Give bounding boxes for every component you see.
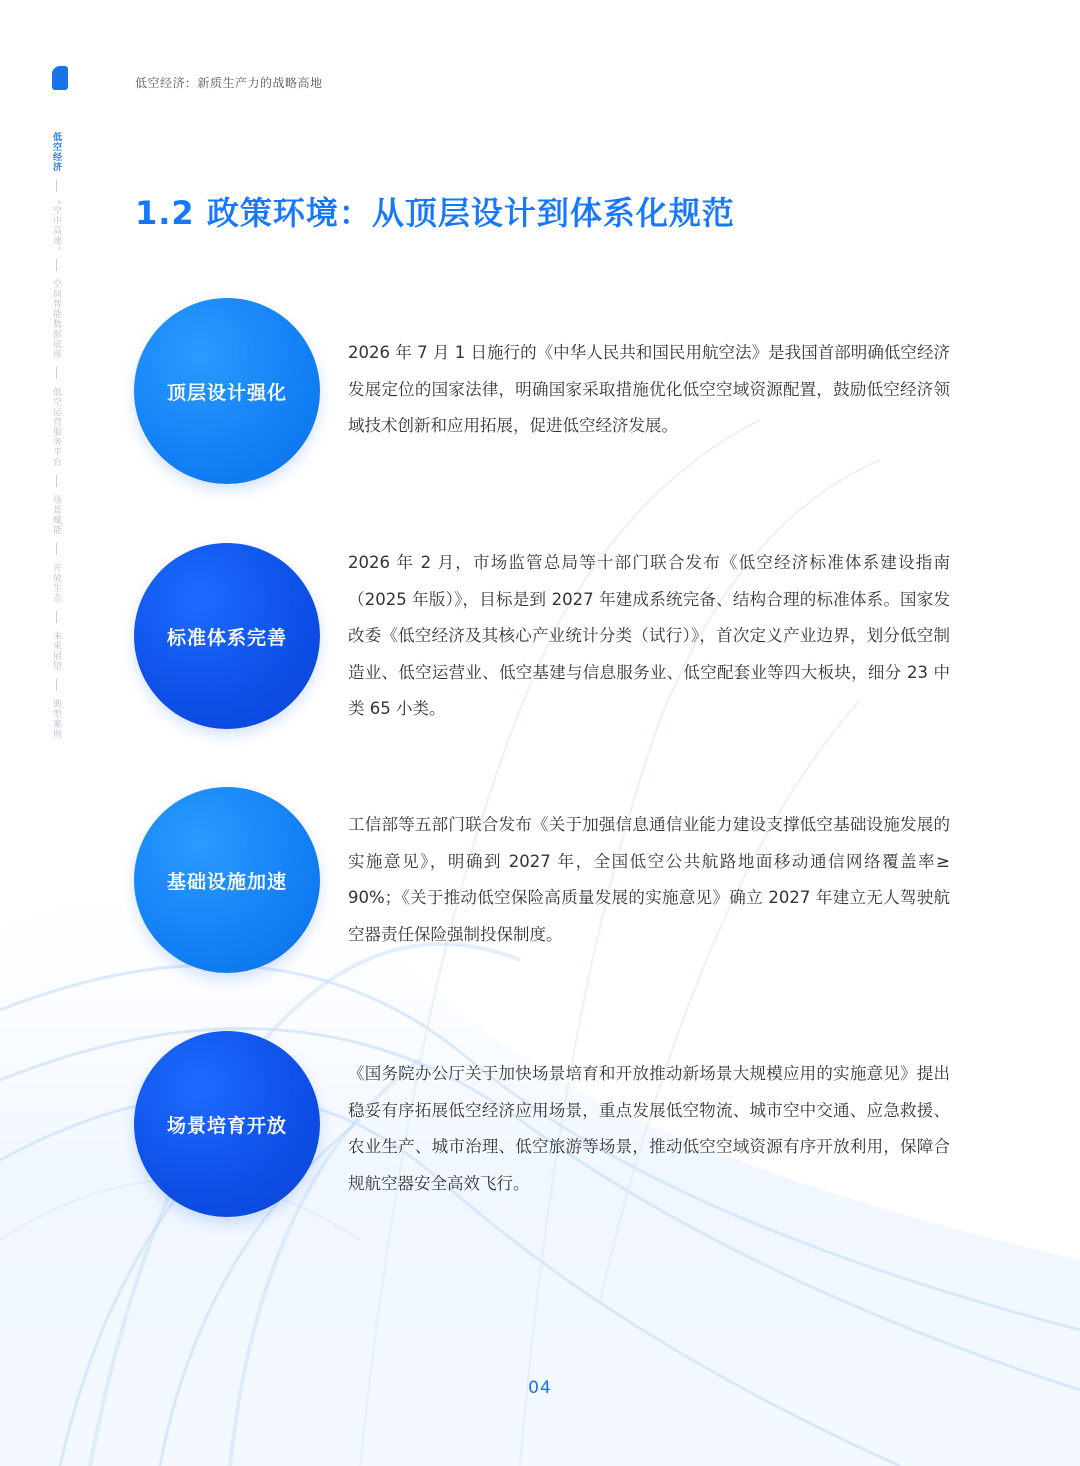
policy-item-scenario-cultivation: [134, 1031, 964, 1221]
chapter-side-nav: [46, 130, 66, 741]
policy-text-infrastructure: 工信部等五部门联合发布《关于加强信息通信业能力建设支撑低空基础设施发展的实施意见》，明确到 2027 年，全国低空公共航路地面移动通信网络覆盖率≥ 90%；《关于推动低空保险高质量发展的实施意见》确立 2027 年建立无人驾驶航空器责任保险强制投保制度。: [348, 815, 950, 944]
policy-text-top-level-design: 2026 年 7 月 1 日施行的《中华人民共和国民用航空法》是我国首部明确低空经济发展定位的国家法律，明确国家采取措施优化低空空域资源配置，鼓励低空经济领域技术创新和应用拓展，促进低空经济发展。: [348, 343, 950, 435]
side-nav-item-operation-platform[interactable]: 低空运营服务平台: [51, 387, 61, 468]
policy-badge-infrastructure: 基础设施加速: [134, 787, 320, 973]
policy-badge-top-level-design: 顶层设计强化: [134, 298, 320, 484]
side-nav-item-future-outlook[interactable]: 未来展望: [51, 631, 61, 672]
side-nav-divider: [56, 180, 57, 192]
policy-item-infrastructure: [134, 787, 964, 977]
policy-badge-standard-system: 标准体系完善: [134, 543, 320, 729]
running-header: 低空经济：新质生产力的战略高地: [135, 76, 323, 90]
corner-tab-marker: [52, 66, 68, 90]
policy-item-standard-system: [134, 543, 964, 733]
side-nav-item-scenario-enablement[interactable]: 场景赋能: [51, 495, 61, 536]
side-nav-item-typical-cases[interactable]: 典型案例: [51, 699, 61, 740]
side-nav-divider: [56, 679, 57, 691]
side-nav-divider: [56, 543, 57, 555]
policy-text-scenario-cultivation: 《国务院办公厅关于加快场景培育和开放推动新场景大规模应用的实施意见》提出稳妥有序拓展低空经济应用场景，重点发展低空物流、城市空中交通、应急救援、农业生产、城市治理、低空旅游等场景，推动低空空域资源有序开放利用，保障合规航空器安全高效飞行。: [348, 1064, 950, 1193]
section-title: 1.2 政策环境：从顶层设计到体系化规范: [135, 194, 735, 232]
side-nav-divider: [56, 475, 57, 487]
side-nav-divider: [56, 367, 57, 379]
policy-text-standard-system: 2026 年 2 月，市场监管总局等十部门联合发布《低空经济标准体系建设指南（2025 年版）》，目标是到 2027 年建成系统完备、结构合理的标准体系。国家发改委《低空经济及其核心产业统计分类（试行）》，首次定义产业边界，划分低空制造业、低空运营业、低空基建与信息服务业、低空配套业等四大板块，细分 23 中类 65 小类。: [348, 553, 950, 718]
side-nav-item-open-ecosystem[interactable]: 开放生态: [51, 563, 61, 604]
side-nav-divider: [56, 259, 57, 271]
policy-badge-scenario-cultivation: 场景培育开放: [134, 1031, 320, 1217]
side-nav-item-air-highway[interactable]: “空中高速”: [51, 200, 61, 252]
side-nav-item-low-altitude-economy[interactable]: 低空经济: [51, 132, 61, 172]
page-number: 04: [528, 1378, 552, 1398]
side-nav-divider: [56, 611, 57, 623]
policy-item-top-level-design: [134, 298, 964, 488]
side-nav-item-spatial-data-base[interactable]: 空间智能数据底座: [51, 279, 61, 360]
